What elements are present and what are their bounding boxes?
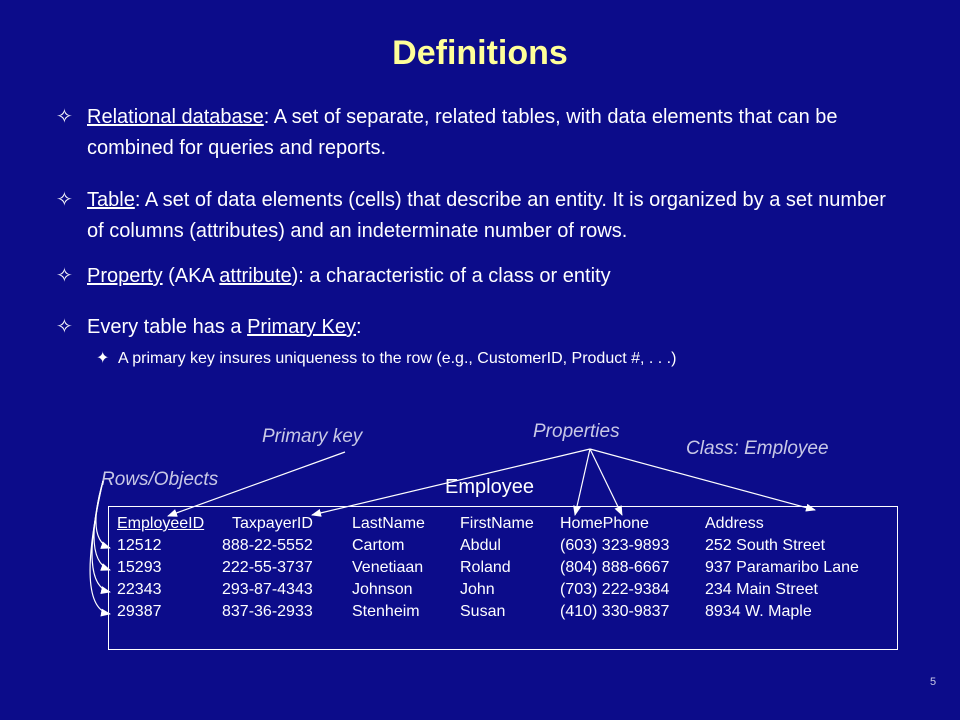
table-cell: 937 Paramaribo Lane: [705, 559, 859, 576]
table-cell: John: [460, 581, 495, 598]
star-bullet-icon: ✧: [56, 189, 73, 211]
col-header-address: Address: [705, 515, 764, 532]
term-attribute: attribute: [219, 265, 292, 287]
col-header-employeeid: EmployeeID: [117, 515, 205, 532]
filled-star-bullet-icon: ✦: [96, 350, 110, 367]
term-primary-key: Primary Key: [247, 316, 356, 338]
star-bullet-icon: ✧: [56, 316, 73, 338]
col-header-lastname: LastName: [352, 515, 425, 532]
slide-title: Definitions: [392, 34, 568, 72]
definition-property: ): a characteristic of a class or entity: [291, 265, 611, 287]
table-cell: Roland: [460, 559, 511, 576]
employee-table: [108, 506, 898, 650]
table-cell: 234 Main Street: [705, 581, 818, 598]
table-cell: Johnson: [352, 581, 413, 598]
page-number: 5: [930, 676, 937, 688]
primary-key-colon: :: [356, 316, 362, 338]
table-cell: Abdul: [460, 537, 501, 554]
star-bullet-icon: ✧: [56, 106, 73, 128]
col-header-homephone: HomePhone: [560, 515, 649, 532]
table-cell: 222-55-3737: [222, 559, 313, 576]
table-cell: 22343: [117, 581, 162, 598]
callout-primary-key: Primary key: [262, 426, 363, 447]
table-cell: 8934 W. Maple: [705, 603, 812, 620]
table-cell: Stenheim: [352, 603, 420, 620]
table-cell: Susan: [460, 603, 506, 620]
term-property: Property: [87, 265, 163, 287]
table-cell: 29387: [117, 603, 162, 620]
property-aka: (AKA: [162, 265, 220, 287]
callout-rows-objects: Rows/Objects: [101, 469, 219, 490]
table-cell: (603) 323-9893: [560, 537, 670, 554]
table-cell: (410) 330-9837: [560, 603, 670, 620]
primary-key-pre: Every table has a: [87, 316, 248, 338]
table-cell: 888-22-5552: [222, 537, 313, 554]
sub-bullet-text: A primary key insures uniqueness to the row (e.g., CustomerID, Product #, . . .): [118, 350, 677, 367]
table-name-label: Employee: [445, 476, 534, 498]
star-bullet-icon: ✧: [56, 265, 73, 287]
arrow-properties-address: [590, 449, 815, 510]
table-cell: Cartom: [352, 537, 405, 554]
term-relational-database: Relational database: [87, 106, 264, 128]
table-cell: 12512: [117, 537, 162, 554]
col-header-firstname: FirstName: [460, 515, 534, 532]
callout-class: Class: Employee: [686, 438, 829, 459]
term-table: Table: [87, 189, 135, 211]
table-cell: 293-87-4343: [222, 581, 313, 598]
arrow-rows-4: [90, 481, 110, 614]
table-cell: 15293: [117, 559, 162, 576]
callout-properties: Properties: [533, 421, 620, 442]
table-cell: (703) 222-9384: [560, 581, 670, 598]
table-cell: 252 South Street: [705, 537, 826, 554]
table-cell: Venetiaan: [352, 559, 424, 576]
table-cell: 837-36-2933: [222, 603, 313, 620]
col-header-taxpayerid: TaxpayerID: [232, 515, 313, 532]
definition-table: : A set of data elements (cells) that describe an entity. It is organized by a set number of columns (attributes) and an indeterminate number of rows.: [87, 189, 886, 242]
table-cell: (804) 888-6667: [560, 559, 670, 576]
definition-relational-database: : A set of separate, related tables, with data elements that can be combined for queries and reports.: [87, 106, 838, 159]
